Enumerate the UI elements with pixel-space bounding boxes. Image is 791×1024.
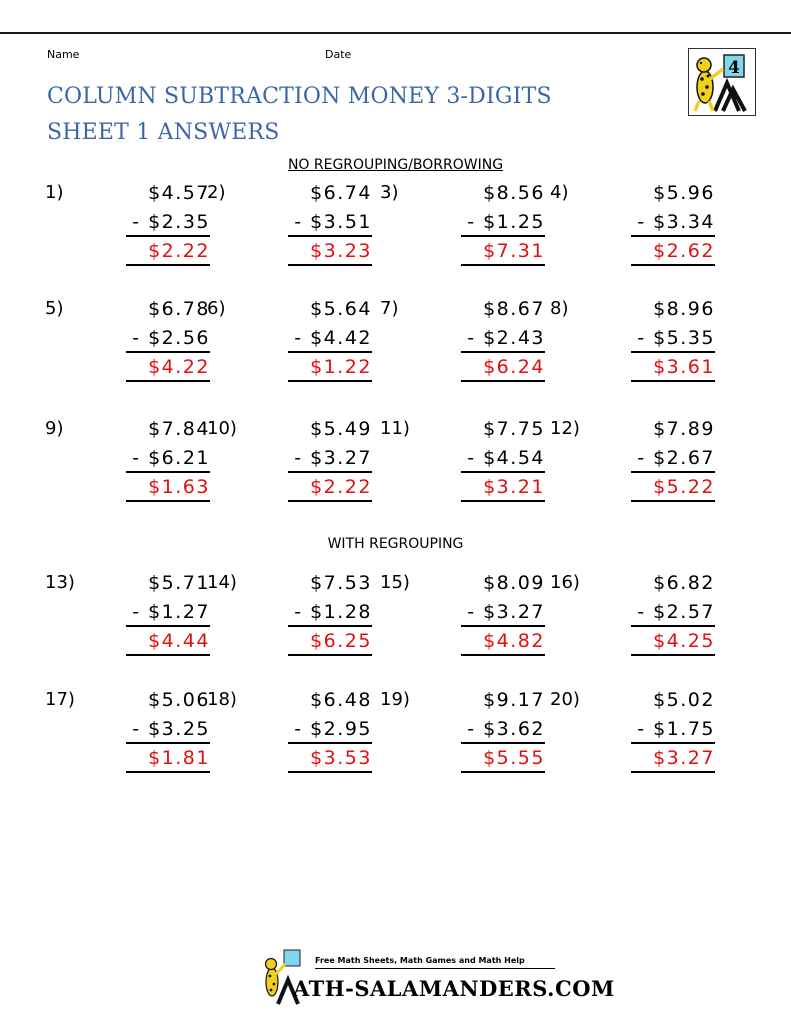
- bottom-line: [631, 654, 715, 656]
- bottom-line: [461, 500, 545, 502]
- minuend: $6.78: [148, 298, 210, 320]
- top-rule: [0, 32, 791, 34]
- subtrahend: - $2.35: [132, 211, 210, 233]
- subtrahend: - $2.56: [132, 327, 210, 349]
- answer: $5.22: [653, 476, 715, 498]
- minuend: $9.17: [483, 689, 545, 711]
- answer: $3.23: [310, 240, 372, 262]
- answer-line: [288, 625, 372, 627]
- problem-number: 18): [207, 689, 237, 710]
- answer-line: [126, 235, 210, 237]
- minuend: $8.09: [483, 572, 545, 594]
- problem-10: [207, 418, 372, 508]
- problem-3: [380, 182, 545, 272]
- problem-number: 9): [45, 418, 64, 439]
- minuend: $5.64: [310, 298, 372, 320]
- answer-line: [126, 471, 210, 473]
- name-label: Name: [47, 48, 80, 61]
- problem-number: 7): [380, 298, 399, 319]
- problem-number: 4): [550, 182, 569, 203]
- problem-number: 13): [45, 572, 75, 593]
- answer-line: [631, 742, 715, 744]
- problem-number: 5): [45, 298, 64, 319]
- answer: $4.44: [148, 630, 210, 652]
- salamander-icon: [689, 49, 755, 115]
- answer: $1.22: [310, 356, 372, 378]
- subtrahend: - $1.27: [132, 601, 210, 623]
- minuend: $5.02: [653, 689, 715, 711]
- bottom-line: [461, 264, 545, 266]
- answer-line: [288, 471, 372, 473]
- bottom-line: [288, 264, 372, 266]
- problem-number: 11): [380, 418, 410, 439]
- logo-digit: 4: [728, 58, 740, 78]
- answer: $3.61: [653, 356, 715, 378]
- bottom-line: [288, 500, 372, 502]
- problem-8: [550, 298, 715, 388]
- problem-15: [380, 572, 545, 662]
- bottom-line: [631, 771, 715, 773]
- answer-line: [288, 235, 372, 237]
- problem-17: [45, 689, 210, 779]
- answer-line: [288, 351, 372, 353]
- problem-number: 2): [207, 182, 226, 203]
- answer-line: [461, 742, 545, 744]
- answer: $3.21: [483, 476, 545, 498]
- answer: $1.63: [148, 476, 210, 498]
- bottom-line: [126, 264, 210, 266]
- problem-number: 16): [550, 572, 580, 593]
- answer-line: [461, 351, 545, 353]
- problem-4: [550, 182, 715, 272]
- problem-18: [207, 689, 372, 779]
- answer: $6.25: [310, 630, 372, 652]
- minuend: $6.74: [310, 182, 372, 204]
- problem-16: [550, 572, 715, 662]
- problem-11: [380, 418, 545, 508]
- problem-1: [45, 182, 210, 272]
- subtrahend: - $2.67: [637, 447, 715, 469]
- problem-13: [45, 572, 210, 662]
- minuend: $5.49: [310, 418, 372, 440]
- minuend: $7.89: [653, 418, 715, 440]
- bottom-line: [288, 654, 372, 656]
- worksheet-subtitle: SHEET 1 ANSWERS: [47, 120, 280, 145]
- worksheet-title: COLUMN SUBTRACTION MONEY 3-DIGITS: [47, 84, 552, 109]
- problem-number: 12): [550, 418, 580, 439]
- problem-20: [550, 689, 715, 779]
- subtrahend: - $6.21: [132, 447, 210, 469]
- answer-line: [461, 625, 545, 627]
- answer-line: [126, 742, 210, 744]
- answer: $4.22: [148, 356, 210, 378]
- minuend: $7.53: [310, 572, 372, 594]
- minuend: $5.71: [148, 572, 210, 594]
- problem-19: [380, 689, 545, 779]
- minuend: $8.56: [483, 182, 545, 204]
- answer-line: [631, 351, 715, 353]
- subtrahend: - $3.51: [294, 211, 372, 233]
- problem-12: [550, 418, 715, 508]
- answer: $4.25: [653, 630, 715, 652]
- bottom-line: [288, 380, 372, 382]
- date-label: Date: [325, 48, 352, 61]
- footer-logo: [265, 948, 615, 1008]
- subtrahend: - $5.35: [637, 327, 715, 349]
- subtrahend: - $1.75: [637, 718, 715, 740]
- minuend: $7.75: [483, 418, 545, 440]
- bottom-line: [461, 654, 545, 656]
- bottom-line: [631, 380, 715, 382]
- subtrahend: - $4.42: [294, 327, 372, 349]
- answer-line: [126, 351, 210, 353]
- problem-number: 10): [207, 418, 237, 439]
- problem-number: 3): [380, 182, 399, 203]
- minuend: $7.84: [148, 418, 210, 440]
- bottom-line: [461, 771, 545, 773]
- subtrahend: - $3.27: [467, 601, 545, 623]
- minuend: $5.96: [653, 182, 715, 204]
- problem-2: [207, 182, 372, 272]
- answer-line: [461, 235, 545, 237]
- footer-tagline: Free Math Sheets, Math Games and Math Help: [315, 956, 525, 965]
- answer: $6.24: [483, 356, 545, 378]
- minuend: $5.06: [148, 689, 210, 711]
- subtrahend: - $3.25: [132, 718, 210, 740]
- answer-line: [631, 235, 715, 237]
- subtrahend: - $1.28: [294, 601, 372, 623]
- answer: $7.31: [483, 240, 545, 262]
- answer-line: [631, 471, 715, 473]
- bottom-line: [631, 264, 715, 266]
- subtrahend: - $2.95: [294, 718, 372, 740]
- problem-number: 8): [550, 298, 569, 319]
- answer-line: [288, 742, 372, 744]
- problem-number: 19): [380, 689, 410, 710]
- problem-6: [207, 298, 372, 388]
- section-title-with-regrouping: WITH REGROUPING: [327, 536, 464, 552]
- bottom-line: [126, 771, 210, 773]
- problem-14: [207, 572, 372, 662]
- problem-9: [45, 418, 210, 508]
- subtrahend: - $3.34: [637, 211, 715, 233]
- problem-number: 20): [550, 689, 580, 710]
- subtrahend: - $2.57: [637, 601, 715, 623]
- minuend: $8.67: [483, 298, 545, 320]
- problem-number: 1): [45, 182, 64, 203]
- answer: $3.53: [310, 747, 372, 769]
- subtrahend: - $2.43: [467, 327, 545, 349]
- section-title-no-regrouping: NO REGROUPING/BORROWING: [287, 157, 504, 173]
- bottom-line: [126, 654, 210, 656]
- answer-line: [126, 625, 210, 627]
- minuend: $6.82: [653, 572, 715, 594]
- answer: $4.82: [483, 630, 545, 652]
- bottom-line: [461, 380, 545, 382]
- minuend: $4.57: [148, 182, 210, 204]
- problem-number: 14): [207, 572, 237, 593]
- answer-line: [631, 625, 715, 627]
- bottom-line: [126, 500, 210, 502]
- bottom-line: [631, 500, 715, 502]
- answer: $5.55: [483, 747, 545, 769]
- salamander-logo: [688, 48, 756, 116]
- bottom-line: [126, 380, 210, 382]
- subtrahend: - $4.54: [467, 447, 545, 469]
- problem-5: [45, 298, 210, 388]
- footer-rule: [315, 968, 555, 969]
- minuend: $8.96: [653, 298, 715, 320]
- answer: $2.62: [653, 240, 715, 262]
- problem-number: 6): [207, 298, 226, 319]
- subtrahend: - $3.62: [467, 718, 545, 740]
- subtrahend: - $3.27: [294, 447, 372, 469]
- answer: $2.22: [310, 476, 372, 498]
- minuend: $6.48: [310, 689, 372, 711]
- answer: $2.22: [148, 240, 210, 262]
- answer: $1.81: [148, 747, 210, 769]
- problem-number: 17): [45, 689, 75, 710]
- bottom-line: [288, 771, 372, 773]
- footer-site-name: ATH-SALAMANDERS.COM: [293, 976, 615, 1001]
- answer-line: [461, 471, 545, 473]
- problem-7: [380, 298, 545, 388]
- answer: $3.27: [653, 747, 715, 769]
- subtrahend: - $1.25: [467, 211, 545, 233]
- problem-number: 15): [380, 572, 410, 593]
